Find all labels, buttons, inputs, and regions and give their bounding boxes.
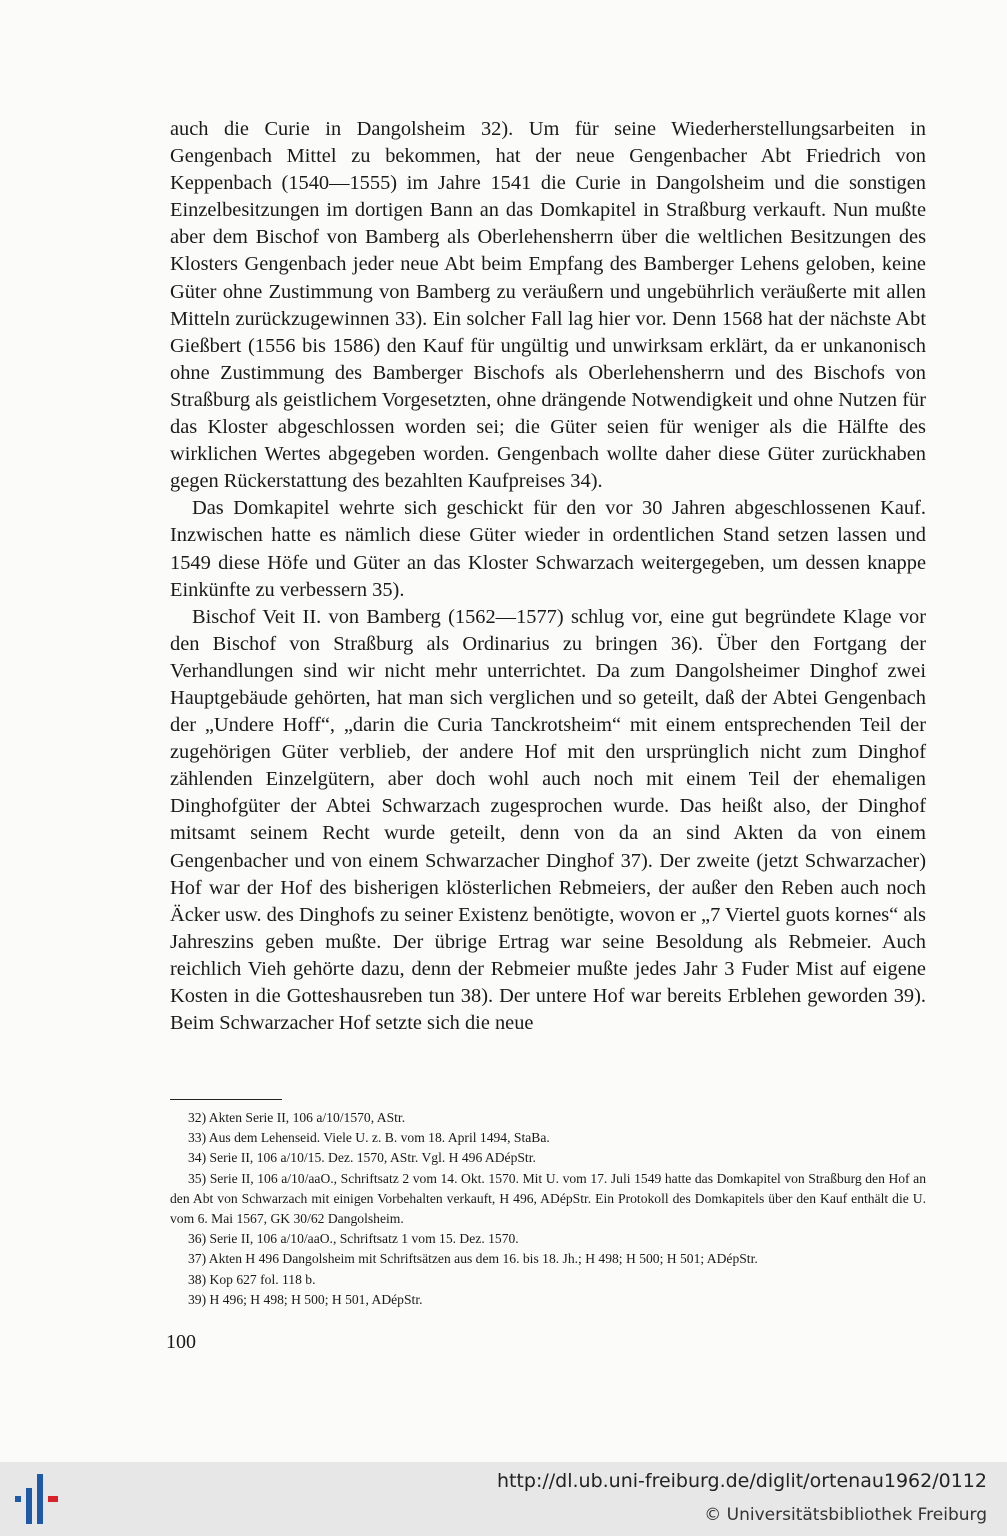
page-number: 100 (166, 1331, 196, 1353)
footnotes (170, 1108, 926, 1310)
footnote-separator (170, 1099, 282, 1100)
paragraph-2: Das Domkapitel wehrte sich geschickt für den vor 30 Jahren abgeschlossenen Kauf. Inzwischen hatte es nämlich diese Güter wieder in ordentlichen Stand setzen lassen und 1549 diese Höfe und Güter an das Kloster Schwarzach weitergegeben, um dessen knappe Einkünfte zu verbessern 35). (170, 497, 926, 601)
footnote-32: 32) Akten Serie II, 106 a/10/1570, AStr. (188, 1110, 406, 1125)
footer-bar (0, 1462, 1007, 1536)
footnote-35: 35) Serie II, 106 a/10/aaO., Schriftsatz 2 vom 14. Okt. 1570. Mit U. vom 17. Juli 1549 hatte das Domkapitel von Straßburg den Hof an den Abt von Schwarzach mit einigen Vorbehalten verkauft, H 496, ADépStr. Ein Protokoll des Domkapitels über den Kauf enthält die U. vom 6. Mai 1567, GK 30/62 Dangolsheim. (170, 1170, 926, 1227)
footnote-36: 36) Serie II, 106 a/10/aaO., Schriftsatz 1 vom 15. Dez. 1570. (188, 1231, 519, 1247)
library-logo-icon (12, 1474, 62, 1524)
body-text (170, 116, 926, 1037)
footnote-33: 33) Aus dem Lehenseid. Viele U. z. B. vom 18. April 1494, StaBa. (188, 1130, 550, 1146)
source-url[interactable]: http://dl.ub.uni-freiburg.de/diglit/ortenau1962/0112 (496, 1470, 987, 1492)
footnote-37: 37) Akten H 496 Dangolsheim mit Schriftsätzen aus dem 16. bis 18. Jh.; H 498; H 500; H 501; ADépStr. (188, 1251, 758, 1267)
footnote-38: 38) Kop 627 fol. 118 b. (188, 1271, 316, 1287)
paragraph-3: Bischof Veit II. von Bamberg (1562—1577) schlug vor, eine gut begründete Klage vor den Bischof von Straßburg als Ordinarius zu bringen 36). Über den Fortgang der Verhandlungen sind wir nicht mehr unterrichtet. Da zum Dangolsheimer Dinghof zwei Hauptgebäude gehörten, hat man sich verglichen und so geteilt, daß der Abtei Gengenbach der „Undere Hoff“, „darin die Curia Tanckrotsheim“ mit einem entsprechenden Teil der zugehörigen Güter verblieb, der andere Hof mit den ursprünglich nicht zum Dinghof zählenden Einzelgütern, aber doch wohl auch noch mit einem Teil der ehemaligen Dinghofgüter der Abtei Schwarzach zugesprochen wurde. Das heißt also, der Dinghof mitsamt seinem Recht wurde geteilt, denn von da an sind Akten da von einem Gengenbacher und von einem Schwarzacher Dinghof 37). Der zweite (jetzt Schwarzacher) Hof war der Hof des bisherigen klösterlichen Rebmeiers, der außer den Reben auch noch Äcker usw. des Dinghofs zu seiner Existenz benötigte, wovon er „7 Viertel guots kornes“ als Jahreszins geben mußte. Der übrige Ertrag war seine Besoldung als Rebmeier. Auch reichlich Vieh gehörte dazu, denn der Rebmeier mußte jedes Jahr 3 Fuder Mist auf eigene Kosten in die Gotteshausreben tun 38). Der untere Hof war bereits Erblehen geworden 39). Beim Schwarzacher Hof setzte sich die neue (170, 605, 926, 1035)
footnote-34: 34) Serie II, 106 a/10/15. Dez. 1570, AStr. Vgl. H 496 ADépStr. (188, 1150, 536, 1166)
paragraph-1: auch die Curie in Dangolsheim 32). Um für seine Wiederherstellungsarbeiten in Gengenbach Mittel zu bekommen, hat der neue Gengenbacher Abt Friedrich von Keppenbach (1540—1555) im Jahre 1541 die Curie in Dangolsheim und die sonstigen Einzelbesitzungen im dortigen Bann an das Domkapitel in Straßburg verkauft. Nun mußte aber dem Bischof von Bamberg als Oberlehensherrn über die weltlichen Besitzungen des Klosters Gengenbach jeder neue Abt beim Empfang des Bamberger Lehens geloben, keine Güter ohne Zustimmung von Bamberg zu veräußern und ungebührlich veräußerte mit allen Mitteln zurückzugewinnen 33). Ein solcher Fall lag hier vor. Denn 1568 hat der nächste Abt Gießbert (1556 bis 1586) den Kauf für ungültig und unwirksam erklärt, da er unkanonisch ohne Zustimmung des Bamberger Bischofs als Oberlehensherrn und des Bischofs von Straßburg als geistlichem Vorgesetzten, ohne drängende Notwendigkeit und ohne Nutzen für das Kloster abgeschlossen worden sei; die Güter seien für weniger als die Hälfte des wirklichen Wertes abgegeben worden. Gengenbach wollte daher diese Güter zurückhaben gegen Rückerstattung des bezahlten Kaufpreises 34). (170, 118, 926, 493)
footnote-39: 39) H 496; H 498; H 500; H 501, ADépStr. (188, 1291, 423, 1307)
copyright-notice: © Universitätsbibliothek Freiburg (704, 1505, 987, 1525)
